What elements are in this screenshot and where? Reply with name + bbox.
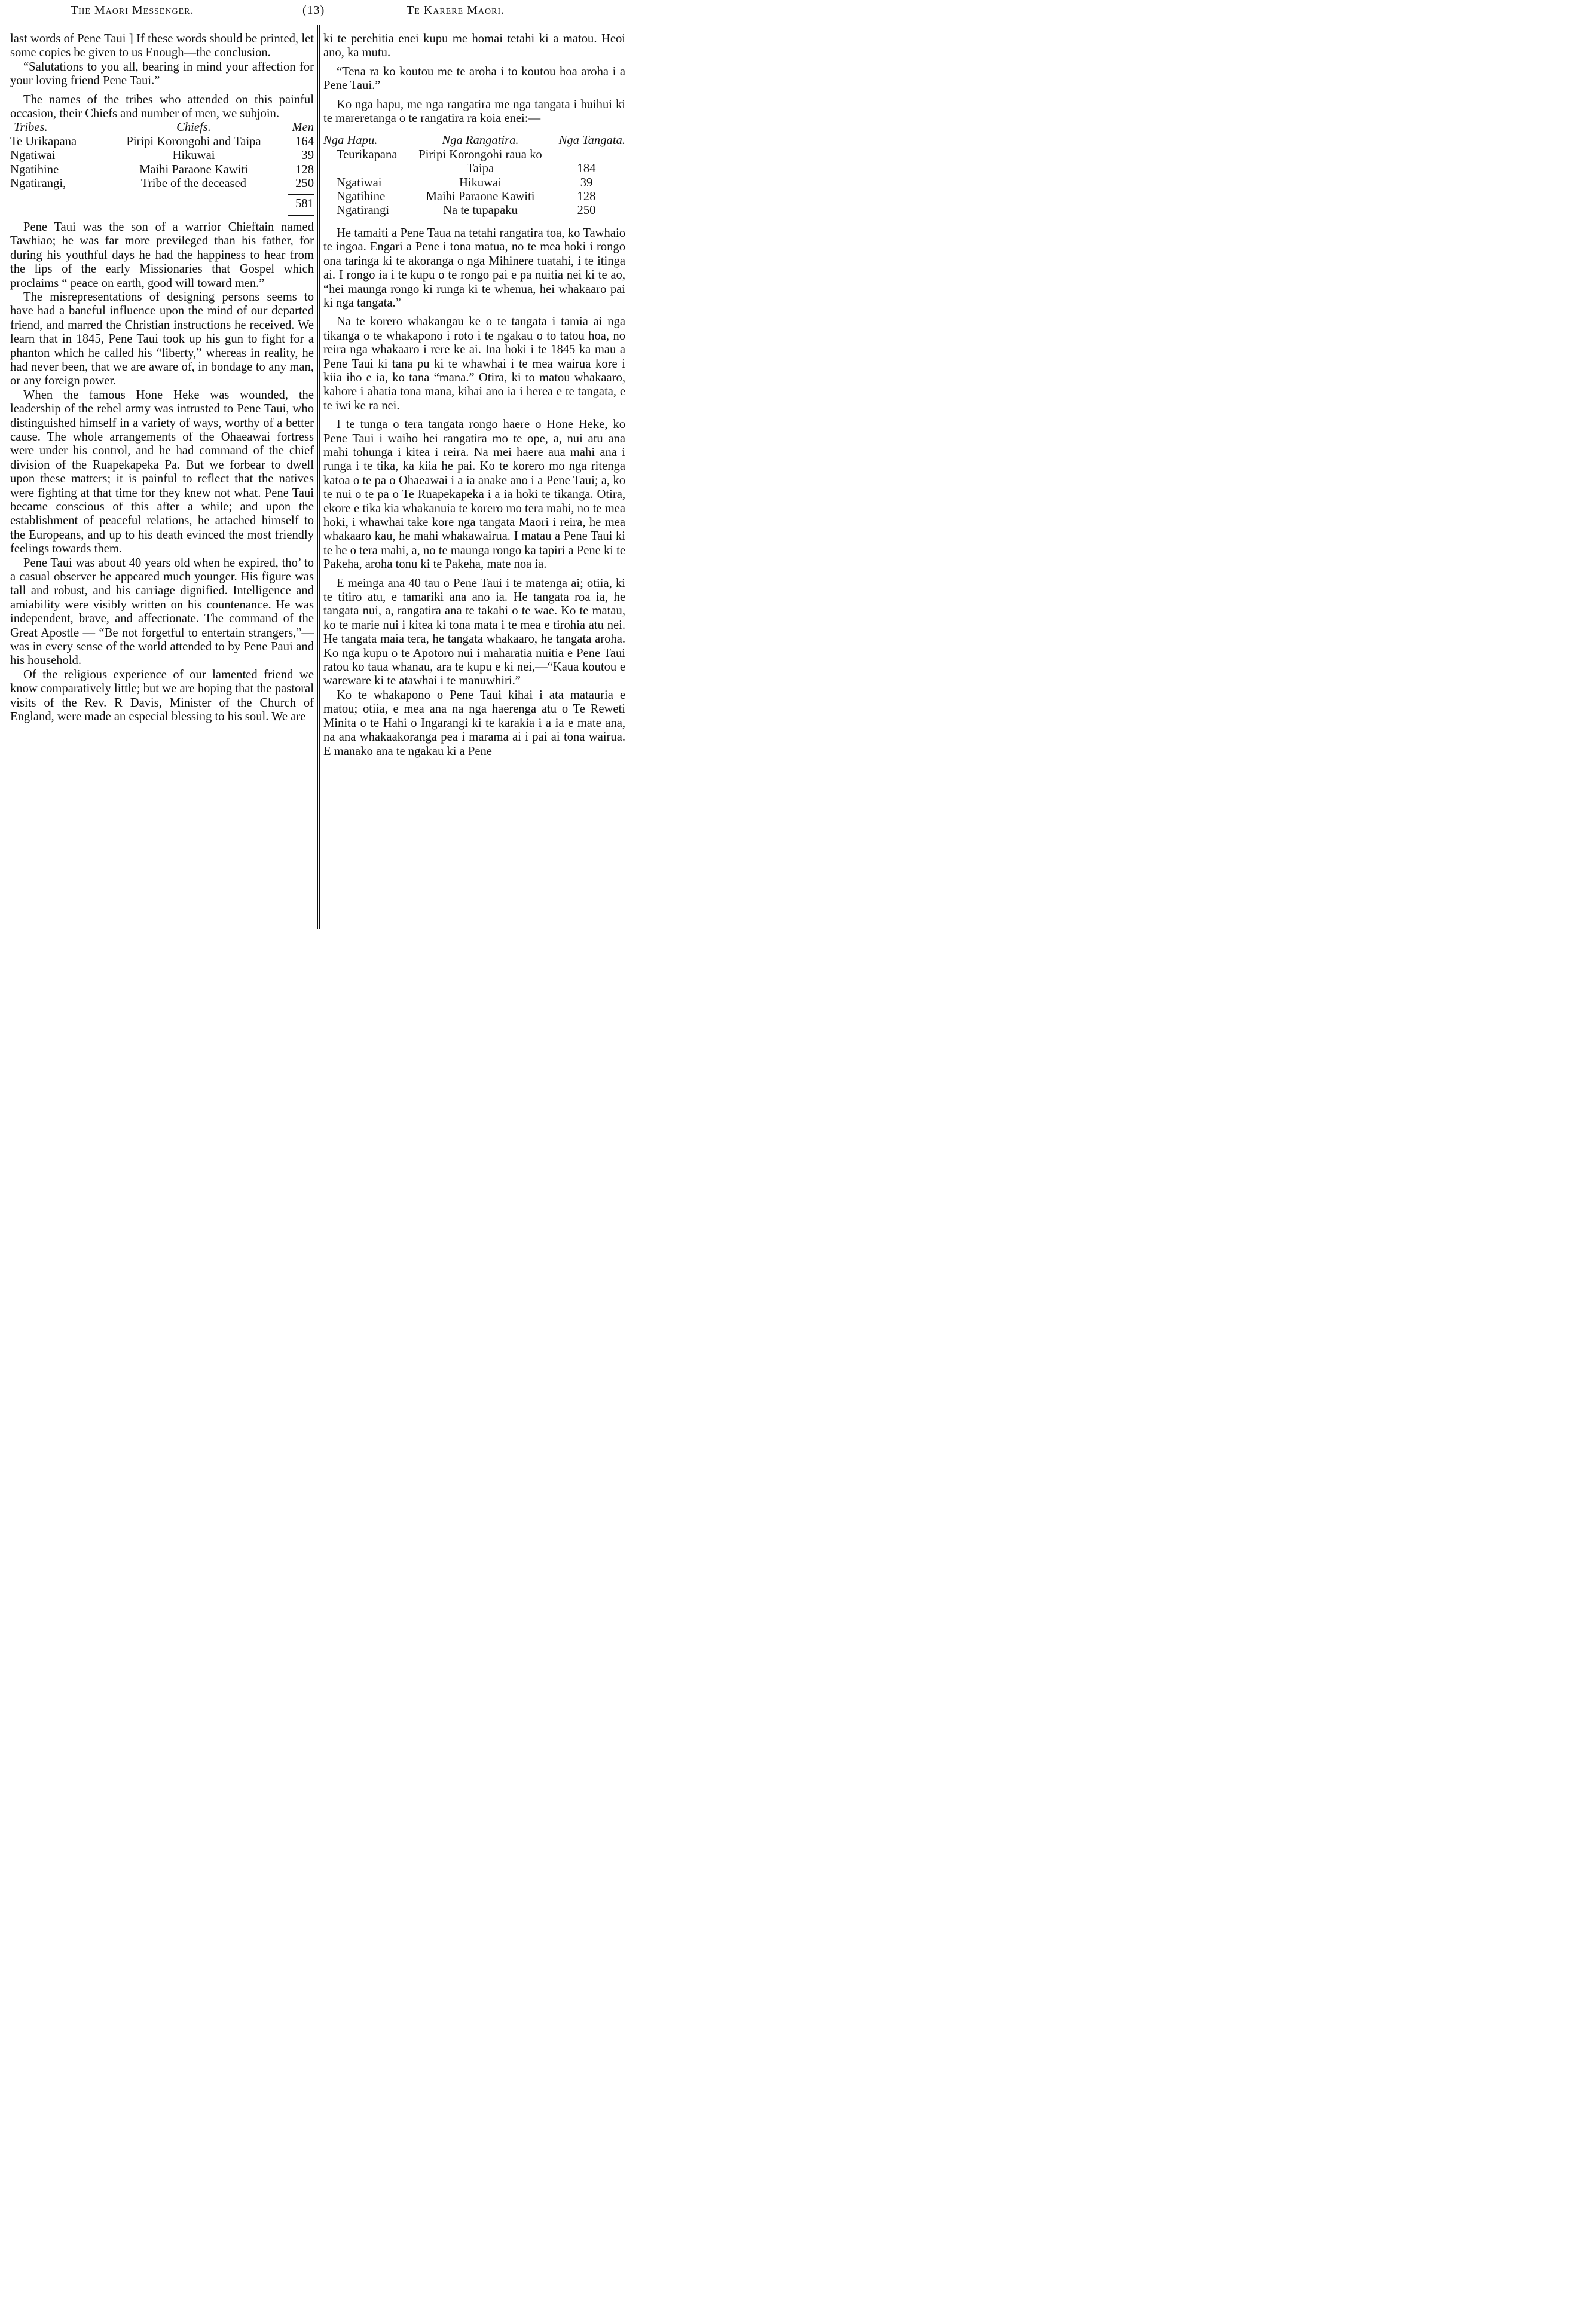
paragraph: The misrepresentations of designing persons seems to have had a baneful influence upon the mind of our departed friend, and marred the Christian instructions he received. We learn that in 1845, Pene Taui took up his gun to fight for a phanton which he called his “liberty,” whereas in reality, he had never been, that we are aware of, in bondage to any man, or any foreign power. <box>10 290 314 388</box>
paragraph: Ko nga hapu, me nga rangatira me nga tangata i huihui ki te mareretanga o te rangatira ra koia enei:— <box>323 97 625 126</box>
total-men: 581 <box>295 197 314 211</box>
table-cell: 128 <box>295 163 314 176</box>
table-cell: Na te tupapaku <box>443 204 518 218</box>
table-cell: Tribe of the deceased <box>141 177 246 191</box>
table-header: Nga Tangata. <box>558 134 625 148</box>
paragraph: Pene Taui was about 40 years old when he expired, tho’ to a casual observer he appeared much younger. His figure was tall and robust, and his carriage dignified. Intelligence and amiability were visibly written on his countenance. He was independent, brave, and affectionate. The command of the Great Apostle — “Be not forgetful to entertain strangers,”—was in every sense of the world attended to by Pene Paui and his household. <box>10 556 314 668</box>
page-header <box>0 0 636 24</box>
table-row <box>323 148 625 176</box>
table-row <box>10 177 314 191</box>
table-cell: Piripi Korongohi and Taipa <box>126 134 261 148</box>
paragraph: Pene Taui was the son of a warrior Chieftain named Tawhiao; he was far more previleged than his father, for during his youthful days he had the happiness to hear from the lips of the early Missionaries that Gospel which proclaims “ peace on earth, good will toward men.” <box>10 220 314 290</box>
table-cell: Piripi Korongohi raua ko Taipa <box>418 148 542 176</box>
page-number: (13) <box>302 4 325 17</box>
column-divider <box>317 25 320 929</box>
table-header: Nga Hapu. <box>323 134 378 148</box>
paragraph: Na te korero whakangau ke o te tangata i tamia ai nga tikanga o te whakapono i roto i te ngakau o to tatou hoa, no reira nga whakaaro i rere ke ai. Ina hoki i te 1845 ka mau a Pene Taui ki tana pu ki te whawhai i te mea wairua kore i kiia iho e ia, ko tana “mana.” Otira, ki to matou whakaaro, kahore i ahatia tona mana, kihai ano ia i herea e te tangata, e te iwi ke ra nei. <box>323 315 625 412</box>
table-cell: 164 <box>295 134 314 148</box>
paragraph: The names of the tribes who attended on this painful occasion, their Chiefs and number of men, we subjoin. <box>10 93 314 121</box>
paragraph: Of the religious experience of our lamented friend we know comparatively little; but we are hoping that the pastoral visits of the Rev. R Davis, Minister of the Church of England, were made an especial blessing to his soul. We are <box>10 668 314 724</box>
table-cell: Ngatihine <box>10 163 59 176</box>
paragraph: He tamaiti a Pene Taua na tetahi rangatira toa, ko Tawhaio te ingoa. Engari a Pene i tona matua, no te mea hoki i rongo ona taringa ki te akoranga o nga Mihinere tuatahi, i te itinga ai. I rongo ia i te kupu o te rongo pai e pa nuitia nei ki te ao, “hei maunga rongo ki runga ki te whenua, hei whakaaro pai ki nga tangata.” <box>323 226 625 310</box>
table-row <box>10 149 314 163</box>
english-column <box>10 32 314 724</box>
table-cell: Maihi Paraone Kawiti <box>139 163 248 176</box>
paragraph: I te tunga o tera tangata rongo haere o Hone Heke, ko Pene Taui i waiho hei rangatira mo te ope, a, nui atu ana mahi tohunga i kitea i reira. Na mei haere aua mahi ana i runga i te tika, ka kiia he pai. Ko te korero mo nga ritenga katoa o te pa o Ohaeawai i a ia anake ano i a Pene Taui; a, ko te nui o te pa o Te Ruapekapeka i a ia hoki te tikanga. Otira, ekore e tika kia whakanuia te korero mo tera mahi, no te mea hoki, i whawhai take kore nga tangata Maori i reira, he mea whakaaro kau, he mahi whakawairua. I matau a Pene Taui ki te he o tera mahi, a, no te maunga rongo ka tapiri a Pene ki te Pakeha, aroha tonu ki te Pakeha, mate noa ia. <box>323 418 625 571</box>
tribes-table <box>10 121 314 215</box>
table-cell: Ngatiwai <box>10 149 56 163</box>
table-cell: Te Urikapana <box>10 134 77 148</box>
table-header: Chiefs. <box>176 121 211 134</box>
header-left-title: The Maori Messenger. <box>71 4 194 17</box>
table-cell: Ngatiwai <box>337 176 382 189</box>
table-header: Nga Rangatira. <box>442 134 519 148</box>
table-header: Tribes. <box>14 121 48 134</box>
paragraph: “Tena ra ko koutou me te aroha i to koutou hoa aroha i a Pene Taui.” <box>323 65 625 93</box>
table-cell: 128 <box>577 190 596 204</box>
table-cell: Hikuwai <box>172 149 215 163</box>
table-cell: Ngatirangi, <box>10 177 66 191</box>
table-cell: Teurikapana <box>337 148 398 161</box>
table-cell: Hikuwai <box>459 176 502 189</box>
paragraph: “Salutations to you all, bearing in mind your affection for your loving friend Pene Taui.” <box>10 60 314 88</box>
maori-column <box>323 32 625 759</box>
table-cell: Maihi Paraone Kawiti <box>426 190 535 204</box>
paragraph: When the famous Hone Heke was wounded, the leadership of the rebel army was intrusted to Pene Taui, who distinguished himself in a variety of ways, worthy of a better cause. The whole arrangements of the Ohaeawai fortress were under his control, and he had command of the chief division of the Ruapekapeka Pa. But we forbear to dwell upon these matters; it is painful to reflect that the natives were fighting at that time for they knew not what. Pene Taui became conscious of this after a while; and upon the establishment of peaceful relations, he attached himself to the Europeans, and up to his death evinced the most friendly feelings towards them. <box>10 388 314 556</box>
table-cell: 250 <box>295 177 314 191</box>
paragraph: ki te perehitia enei kupu me homai tetahi ki a matou. Heoi ano, ka mutu. <box>323 32 625 60</box>
table-cell: Ngatihine <box>337 190 386 204</box>
table-row <box>323 204 625 218</box>
table-cell: 184 <box>577 162 596 176</box>
paragraph: last words of Pene Taui ] If these words should be printed, let some copies be given to us Enough—the conclusion. <box>10 32 314 60</box>
table-row <box>323 176 625 190</box>
paragraph: Ko te whakapono o Pene Taui kihai i ata matauria e matou; otiia, e mea ana na nga haerenga atu o Te Reweti Minita o te Hahi o Ingarangi ki te karakia i a ia e mate ana, na ana whakaakoranga pea i marama ai i pai ai tona wairua. E manako ana te ngakau ki a Pene <box>323 688 625 758</box>
hapu-table <box>323 134 625 218</box>
header-right-title: Te Karere Maori. <box>407 4 505 17</box>
table-row <box>10 163 314 177</box>
total-cell <box>278 191 314 215</box>
table-header: Men <box>292 121 314 134</box>
table-cell: 250 <box>577 204 596 218</box>
table-row <box>323 190 625 204</box>
table-cell: 39 <box>301 149 314 163</box>
table-cell: 39 <box>580 176 593 189</box>
table-cell: Ngatirangi <box>337 204 390 218</box>
paragraph: E meinga ana 40 tau o Pene Taui i te matenga ai; otiia, ki te titiro atu, e tamariki ana ano ia. He tangata roa ia, he tangata nui, a, rangatira ana te takahi o te wae. Ko te matau, ko te marie nui i kitea ki tona mata i te mea e tirohia atu nei. He tangata maia tera, he tangata whakaaro, he tangata aroha. Ko nga kupu o te Apotoro nui i maharatia nuitia e Pene Taui ratou ko taua whanau, ara te kupu e ki nei,—“Kaua koutou e wareware ki te atawhai i te manuwhiri.” <box>323 576 625 688</box>
table-row <box>10 135 314 149</box>
